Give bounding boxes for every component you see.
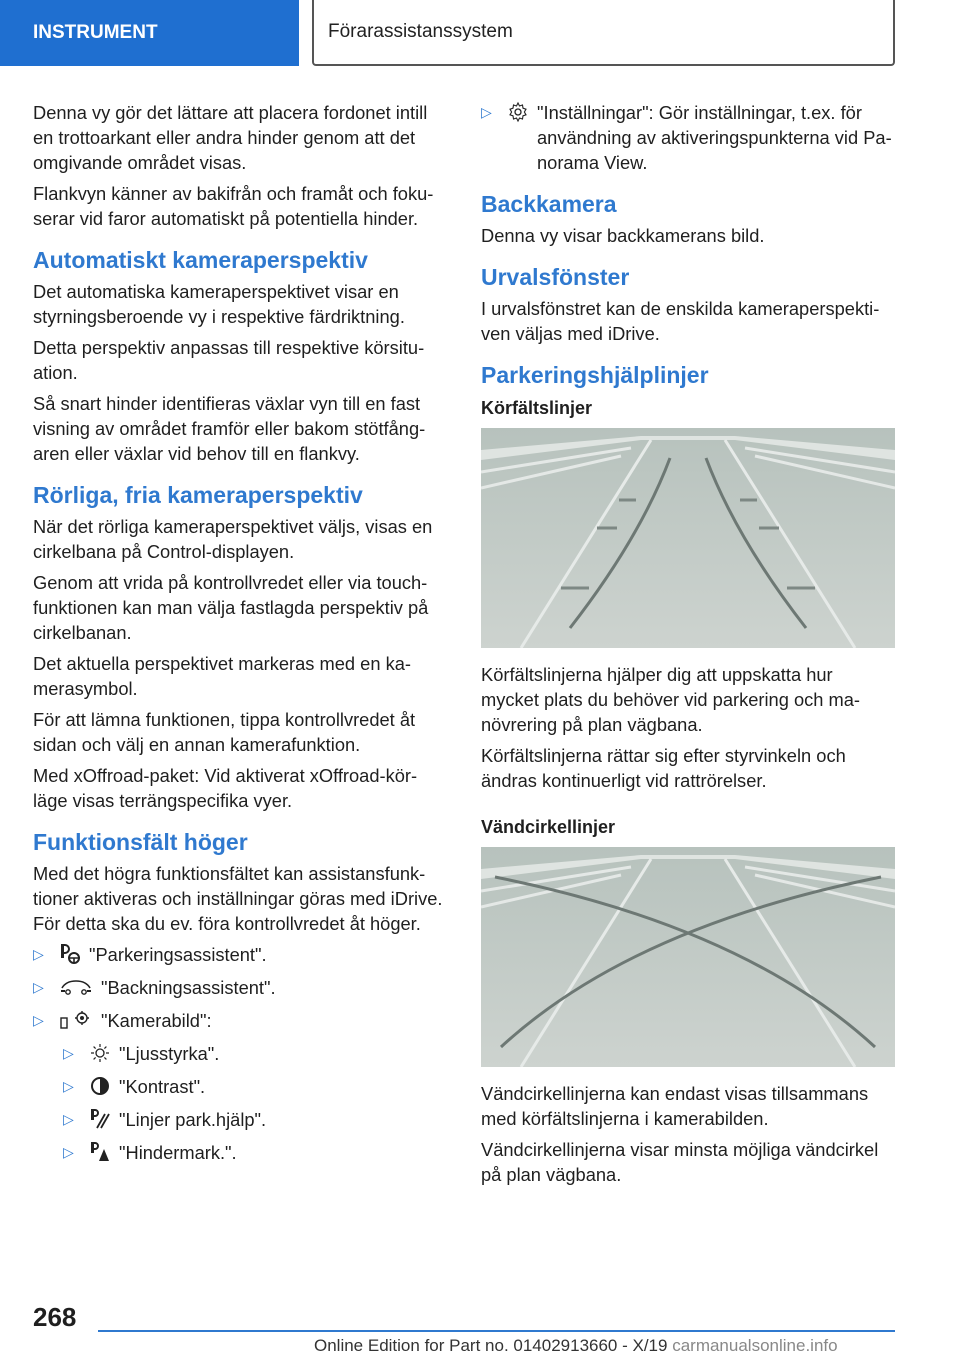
paragraph: Det automatiska kameraperspektivet visar en styrningsberoende vy i respektive färdriktning. (33, 281, 405, 327)
bullet-triangle-icon: ▷ (33, 946, 44, 962)
list-item-text: "Kamerabild": (101, 1010, 212, 1031)
list-item-text: "Backningsassistent". (101, 977, 276, 998)
sub-list-item-text: "Kontrast". (119, 1076, 206, 1097)
paragraph: Körfältslinjerna hjälper dig att uppskatta hur mycket plats du behöver vid parkering och ma-növrering på plan vägbana. (481, 664, 861, 735)
sub-list-item (33, 1107, 447, 1132)
bullet-triangle-icon: ▷ (63, 1144, 74, 1160)
list-item-text: "Inställningar": Gör inställningar, t.ex. för användning av aktiveringspunkterna vid Pa-norama View. (537, 102, 892, 173)
heading-rear-camera: Backkamera (481, 191, 617, 217)
sub-list-item (33, 1140, 447, 1165)
paragraph: Vändcirkellinjerna visar minsta möjliga vändcirkel på plan vägbana. (481, 1139, 879, 1185)
header-title: Förarassistanssystem (328, 21, 513, 42)
lane-lines-figure (481, 428, 895, 648)
paragraph: Vändcirkellinjerna kan endast visas tillsammans med körfältslinjerna i kamerabilden. (481, 1083, 869, 1129)
brightness-icon (89, 1042, 111, 1064)
gear-icon (507, 101, 529, 123)
list-item (33, 975, 447, 1000)
bullet-triangle-icon: ▷ (481, 104, 492, 120)
turning-circle-lines-figure (481, 847, 895, 1067)
sub-list-item-text: "Linjer park.hjälp". (119, 1109, 267, 1130)
bullet-triangle-icon: ▷ (33, 979, 44, 995)
paragraph: Genom att vrida på kontrollvredet eller via touch-funktionen kan man välja fastlagda perspektiv på cirkelbanan. (33, 572, 429, 643)
paragraph: Med det högra funktionsfältet kan assistansfunk-tioner aktiveras och inställningar göras med iDrive. För detta ska du ev. föra kontrollvredet åt höger. (33, 863, 443, 934)
heading-free-perspective: Rörliga, fria kameraperspektiv (33, 482, 363, 508)
footer (314, 1336, 838, 1356)
intro-paragraph: Flankvyn känner av bakifrån och framåt och foku-serar vid faror automatiskt på potentiella hinder. (33, 183, 434, 229)
bullet-triangle-icon: ▷ (33, 1012, 44, 1028)
footer-watermark: carmanualsonline.info (672, 1336, 838, 1355)
list-item-text: "Parkeringsassistent". (89, 944, 267, 965)
page-number: 268 (33, 1302, 77, 1332)
header-section-label: INSTRUMENT (33, 22, 158, 43)
header-title-box (312, 0, 895, 66)
parking-lines-icon (89, 1108, 111, 1130)
paragraph: Så snart hinder identifieras växlar vyn till en fast visning av området framför eller bakom stötfång-aren eller växlar vid behov till en flankvy. (33, 393, 426, 464)
footer-divider (98, 1330, 895, 1332)
heading-selection-window: Urvalsfönster (481, 264, 630, 290)
paragraph: För att lämna funktionen, tippa kontrollvredet åt sidan och välj en annan kamerafunktion. (33, 709, 416, 755)
subheading-turning-circle-lines: Vändcirkellinjer (481, 817, 616, 837)
reversing-assistant-icon (59, 976, 93, 998)
camera-image-icon (59, 1009, 93, 1031)
paragraph: Denna vy visar backkamerans bild. (481, 225, 765, 246)
heading-auto-perspective: Automatiskt kameraperspektiv (33, 247, 368, 273)
intro-paragraph: Denna vy gör det lättare att placera fordonet intill en trottoarkant eller andra hinder genom att det omgivande området visas. (33, 102, 428, 173)
sub-list-item (33, 1041, 447, 1066)
paragraph: Detta perspektiv anpassas till respektive körsitu-ation. (33, 337, 425, 383)
list-item (33, 1008, 447, 1033)
subheading-lane-lines: Körfältslinjer (481, 398, 593, 418)
bullet-triangle-icon: ▷ (63, 1045, 74, 1061)
list-item (33, 942, 447, 967)
sub-list-item-text: "Hindermark.". (119, 1142, 237, 1163)
paragraph: I urvalsfönstret kan de enskilda kameraperspekti-ven väljas med iDrive. (481, 298, 880, 344)
header-section (0, 0, 299, 66)
paragraph: När det rörliga kameraperspektivet väljs, visas en cirkelbana på Control-displayen. (33, 516, 433, 562)
paragraph: Körfältslinjerna rättar sig efter styrvinkeln och ändras kontinuerligt vid rattrörelser. (481, 745, 846, 791)
paragraph: Det aktuella perspektivet markeras med en ka-merasymbol. (33, 653, 411, 699)
list-item (481, 100, 895, 175)
heading-function-field: Funktionsfält höger (33, 829, 248, 855)
right-column (481, 100, 895, 1193)
parking-assistant-icon (59, 943, 81, 965)
paragraph: Med xOffroad-paket: Vid aktiverat xOffroad-kör-läge visas terrängspecifika vyer. (33, 765, 418, 811)
bullet-triangle-icon: ▷ (63, 1078, 74, 1094)
sub-list-item (33, 1074, 447, 1099)
bullet-triangle-icon: ▷ (63, 1111, 74, 1127)
contrast-icon (89, 1075, 111, 1097)
left-column (33, 100, 447, 1173)
obstacle-marking-icon (89, 1141, 111, 1163)
sub-list-item-text: "Ljusstyrka". (119, 1043, 220, 1064)
heading-parking-lines: Parkeringshjälplinjer (481, 362, 709, 388)
footer-edition: Online Edition for Part no. 01402913660 - X/19 (314, 1336, 668, 1355)
